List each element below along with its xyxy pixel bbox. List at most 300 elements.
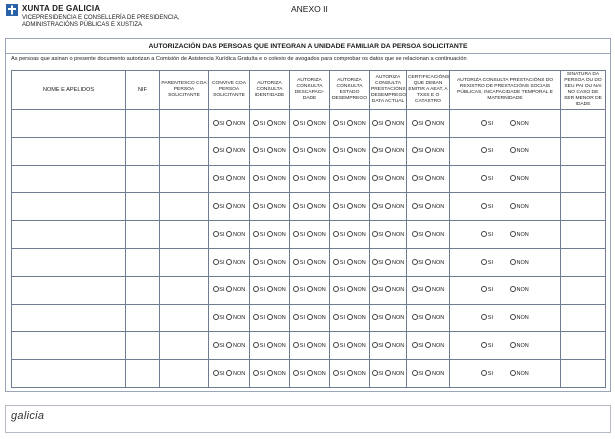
- yes-radio-option[interactable]: [412, 203, 424, 210]
- yes-label: SI: [378, 148, 384, 155]
- yes-radio-option[interactable]: [481, 175, 493, 182]
- no-radio-option[interactable]: [226, 175, 245, 182]
- yes-label: SI: [418, 204, 424, 211]
- radio-circle-icon[interactable]: [412, 231, 418, 237]
- no-radio-option[interactable]: [226, 370, 245, 377]
- signature-cell[interactable]: [561, 137, 606, 165]
- no-radio-option[interactable]: [307, 231, 326, 238]
- radio-circle-icon[interactable]: [412, 203, 418, 209]
- radio-circle-icon[interactable]: [213, 342, 219, 348]
- radio-circle-icon[interactable]: [385, 231, 391, 237]
- radio-circle-icon[interactable]: [293, 314, 299, 320]
- yes-radio-option[interactable]: [333, 314, 345, 321]
- yes-no-cell: [290, 165, 330, 193]
- signature-cell[interactable]: [561, 332, 606, 360]
- yes-radio-option[interactable]: [481, 147, 493, 154]
- no-radio-option[interactable]: [307, 259, 326, 266]
- yes-radio-option[interactable]: [213, 259, 225, 266]
- radio-circle-icon[interactable]: [293, 231, 299, 237]
- radio-circle-icon[interactable]: [333, 175, 339, 181]
- yes-radio-option[interactable]: [481, 370, 493, 377]
- radio-circle-icon[interactable]: [253, 314, 259, 320]
- no-radio-option[interactable]: [226, 286, 245, 293]
- yes-label: SI: [299, 287, 305, 294]
- yes-radio-option[interactable]: [481, 314, 493, 321]
- yes-radio-option[interactable]: [293, 342, 305, 349]
- no-radio-option[interactable]: [307, 203, 326, 210]
- no-radio-option[interactable]: [267, 175, 286, 182]
- no-radio-option[interactable]: [307, 370, 326, 377]
- radio-circle-icon[interactable]: [372, 342, 378, 348]
- yes-radio-option[interactable]: [333, 259, 345, 266]
- radio-circle-icon[interactable]: [385, 370, 391, 376]
- yes-radio-option[interactable]: [372, 147, 384, 154]
- no-radio-option[interactable]: [510, 370, 529, 377]
- radio-circle-icon[interactable]: [385, 147, 391, 153]
- radio-circle-icon[interactable]: [372, 231, 378, 237]
- yes-radio-option[interactable]: [481, 259, 493, 266]
- no-radio-option[interactable]: [347, 314, 366, 321]
- input-cell[interactable]: [12, 304, 126, 332]
- radio-circle-icon[interactable]: [226, 314, 232, 320]
- no-radio-option[interactable]: [510, 147, 529, 154]
- yes-radio-option[interactable]: [372, 259, 384, 266]
- radio-circle-icon[interactable]: [425, 314, 431, 320]
- yes-label: SI: [339, 315, 345, 322]
- radio-circle-icon[interactable]: [293, 120, 299, 126]
- radio-circle-icon[interactable]: [226, 231, 232, 237]
- radio-circle-icon[interactable]: [226, 120, 232, 126]
- yes-radio-option[interactable]: [333, 286, 345, 293]
- yes-radio-option[interactable]: [253, 370, 265, 377]
- radio-circle-icon[interactable]: [253, 203, 259, 209]
- no-label: NON: [391, 370, 405, 377]
- radio-circle-icon[interactable]: [333, 286, 339, 292]
- radio-circle-icon[interactable]: [333, 120, 339, 126]
- no-radio-option[interactable]: [510, 314, 529, 321]
- input-cell[interactable]: [126, 221, 160, 249]
- radio-circle-icon[interactable]: [412, 120, 418, 126]
- radio-circle-icon[interactable]: [412, 370, 418, 376]
- no-radio-option[interactable]: [267, 231, 286, 238]
- radio-circle-icon[interactable]: [481, 286, 487, 292]
- yes-radio-option[interactable]: [293, 147, 305, 154]
- signature-cell[interactable]: [561, 360, 606, 388]
- yes-no-cell: [370, 276, 407, 304]
- radio-circle-icon[interactable]: [213, 147, 219, 153]
- yes-radio-option[interactable]: [293, 259, 305, 266]
- radio-circle-icon[interactable]: [372, 120, 378, 126]
- yes-radio-option[interactable]: [293, 203, 305, 210]
- input-cell[interactable]: [126, 193, 160, 221]
- input-cell[interactable]: [12, 276, 126, 304]
- radio-circle-icon[interactable]: [253, 147, 259, 153]
- yes-radio-option[interactable]: [372, 286, 384, 293]
- no-radio-option[interactable]: [425, 120, 444, 127]
- radio-circle-icon[interactable]: [293, 342, 299, 348]
- radio-circle-icon[interactable]: [253, 231, 259, 237]
- yes-radio-option[interactable]: [333, 120, 345, 127]
- no-radio-option[interactable]: [425, 147, 444, 154]
- no-label: NON: [313, 120, 326, 127]
- input-cell[interactable]: [160, 276, 209, 304]
- radio-circle-icon[interactable]: [412, 342, 418, 348]
- yes-radio-option[interactable]: [333, 147, 345, 154]
- yes-no-cell: [209, 332, 250, 360]
- yes-radio-option[interactable]: [253, 259, 265, 266]
- no-label: NON: [313, 343, 326, 350]
- yes-radio-option[interactable]: [213, 175, 225, 182]
- no-radio-option[interactable]: [425, 342, 444, 349]
- input-cell[interactable]: [12, 248, 126, 276]
- yes-radio-option[interactable]: [213, 314, 225, 321]
- input-cell[interactable]: [126, 137, 160, 165]
- yes-radio-option[interactable]: [253, 286, 265, 293]
- radio-circle-icon[interactable]: [213, 175, 219, 181]
- radio-circle-icon[interactable]: [226, 147, 232, 153]
- radio-circle-icon[interactable]: [253, 120, 259, 126]
- radio-circle-icon[interactable]: [333, 231, 339, 237]
- yes-radio-option[interactable]: [213, 203, 225, 210]
- no-radio-option[interactable]: [510, 120, 529, 127]
- input-cell[interactable]: [12, 360, 126, 388]
- signature-cell[interactable]: [561, 110, 606, 138]
- yes-radio-option[interactable]: [213, 231, 225, 238]
- input-cell[interactable]: [160, 221, 209, 249]
- yes-radio-option[interactable]: [293, 175, 305, 182]
- no-radio-option[interactable]: [226, 259, 245, 266]
- radio-circle-icon[interactable]: [293, 175, 299, 181]
- yes-radio-option[interactable]: [253, 203, 265, 210]
- radio-circle-icon[interactable]: [372, 203, 378, 209]
- no-radio-option[interactable]: [425, 370, 444, 377]
- yes-radio-option[interactable]: [412, 342, 424, 349]
- no-radio-option[interactable]: [226, 314, 245, 321]
- radio-circle-icon[interactable]: [481, 370, 487, 376]
- no-radio-option[interactable]: [385, 259, 404, 266]
- yes-radio-option[interactable]: [481, 120, 493, 127]
- no-radio-option[interactable]: [425, 314, 444, 321]
- yes-radio-option[interactable]: [481, 203, 493, 210]
- no-label: NON: [431, 176, 445, 183]
- radio-circle-icon[interactable]: [385, 342, 391, 348]
- no-radio-option[interactable]: [347, 120, 366, 127]
- radio-circle-icon[interactable]: [412, 314, 418, 320]
- no-radio-option[interactable]: [267, 120, 286, 127]
- yes-radio-option[interactable]: [213, 286, 225, 293]
- no-radio-option[interactable]: [347, 286, 366, 293]
- yes-radio-option[interactable]: [481, 286, 493, 293]
- radio-circle-icon[interactable]: [412, 286, 418, 292]
- radio-circle-icon[interactable]: [213, 286, 219, 292]
- radio-circle-icon[interactable]: [372, 370, 378, 376]
- yes-radio-option[interactable]: [412, 286, 424, 293]
- radio-circle-icon[interactable]: [213, 203, 219, 209]
- yes-radio-option[interactable]: [253, 120, 265, 127]
- radio-circle-icon[interactable]: [385, 314, 391, 320]
- radio-circle-icon[interactable]: [226, 259, 232, 265]
- yes-radio-option[interactable]: [372, 342, 384, 349]
- yes-label: SI: [339, 287, 345, 294]
- no-radio-option[interactable]: [385, 147, 404, 154]
- no-radio-option[interactable]: [510, 203, 529, 210]
- yes-radio-option[interactable]: [213, 120, 225, 127]
- radio-circle-icon[interactable]: [481, 203, 487, 209]
- no-radio-option[interactable]: [267, 342, 286, 349]
- yes-radio-option[interactable]: [333, 175, 345, 182]
- radio-circle-icon[interactable]: [333, 370, 339, 376]
- yes-radio-option[interactable]: [412, 175, 424, 182]
- yes-radio-option[interactable]: [213, 370, 225, 377]
- no-radio-option[interactable]: [510, 259, 529, 266]
- yes-radio-option[interactable]: [333, 231, 345, 238]
- yes-radio-option[interactable]: [372, 120, 384, 127]
- input-cell[interactable]: [12, 193, 126, 221]
- signature-cell[interactable]: [561, 276, 606, 304]
- yes-radio-option[interactable]: [481, 231, 493, 238]
- radio-circle-icon[interactable]: [425, 147, 431, 153]
- radio-circle-icon[interactable]: [372, 259, 378, 265]
- radio-circle-icon[interactable]: [425, 203, 431, 209]
- radio-circle-icon[interactable]: [385, 286, 391, 292]
- radio-circle-icon[interactable]: [253, 342, 259, 348]
- yes-radio-option[interactable]: [412, 147, 424, 154]
- radio-circle-icon[interactable]: [481, 314, 487, 320]
- no-radio-option[interactable]: [347, 342, 366, 349]
- radio-circle-icon[interactable]: [385, 203, 391, 209]
- radio-circle-icon[interactable]: [481, 259, 487, 265]
- yes-radio-option[interactable]: [372, 231, 384, 238]
- no-radio-option[interactable]: [510, 342, 529, 349]
- radio-circle-icon[interactable]: [253, 286, 259, 292]
- input-cell[interactable]: [160, 304, 209, 332]
- radio-circle-icon[interactable]: [226, 175, 232, 181]
- input-cell[interactable]: [126, 304, 160, 332]
- signature-cell[interactable]: [561, 165, 606, 193]
- input-cell[interactable]: [12, 137, 126, 165]
- no-radio-option[interactable]: [425, 231, 444, 238]
- yes-no-cell: [370, 110, 407, 138]
- yes-label: SI: [418, 370, 424, 377]
- no-radio-option[interactable]: [347, 259, 366, 266]
- yes-label: SI: [339, 231, 345, 238]
- signature-cell[interactable]: [561, 221, 606, 249]
- input-cell[interactable]: [126, 248, 160, 276]
- no-radio-option[interactable]: [425, 286, 444, 293]
- yes-no-cell: [250, 332, 290, 360]
- radio-circle-icon[interactable]: [425, 370, 431, 376]
- no-radio-option[interactable]: [385, 231, 404, 238]
- yes-radio-option[interactable]: [412, 231, 424, 238]
- input-cell[interactable]: [160, 332, 209, 360]
- yes-radio-option[interactable]: [412, 259, 424, 266]
- input-cell[interactable]: [126, 360, 160, 388]
- radio-circle-icon[interactable]: [333, 203, 339, 209]
- signature-cell[interactable]: [561, 248, 606, 276]
- radio-circle-icon[interactable]: [425, 231, 431, 237]
- radio-circle-icon[interactable]: [253, 175, 259, 181]
- no-radio-option[interactable]: [267, 314, 286, 321]
- yes-no-cell: [250, 304, 290, 332]
- yes-radio-option[interactable]: [333, 342, 345, 349]
- radio-circle-icon[interactable]: [293, 370, 299, 376]
- yes-radio-option[interactable]: [293, 286, 305, 293]
- radio-circle-icon[interactable]: [481, 231, 487, 237]
- yes-radio-option[interactable]: [293, 231, 305, 238]
- radio-circle-icon[interactable]: [293, 259, 299, 265]
- no-radio-option[interactable]: [307, 120, 326, 127]
- radio-circle-icon[interactable]: [425, 120, 431, 126]
- radio-circle-icon[interactable]: [293, 147, 299, 153]
- no-radio-option[interactable]: [510, 175, 529, 182]
- yes-radio-option[interactable]: [253, 342, 265, 349]
- radio-circle-icon[interactable]: [481, 342, 487, 348]
- signature-cell[interactable]: [561, 304, 606, 332]
- yes-radio-option[interactable]: [412, 370, 424, 377]
- no-radio-option[interactable]: [307, 175, 326, 182]
- radio-circle-icon[interactable]: [481, 120, 487, 126]
- no-radio-option[interactable]: [307, 342, 326, 349]
- radio-circle-icon[interactable]: [481, 147, 487, 153]
- radio-circle-icon[interactable]: [372, 314, 378, 320]
- radio-circle-icon[interactable]: [226, 342, 232, 348]
- no-radio-option[interactable]: [510, 231, 529, 238]
- yes-radio-option[interactable]: [333, 370, 345, 377]
- yes-radio-option[interactable]: [412, 314, 424, 321]
- yes-label: SI: [259, 343, 265, 350]
- radio-circle-icon[interactable]: [253, 370, 259, 376]
- xunta-cross-icon: [6, 4, 18, 16]
- no-radio-option[interactable]: [385, 175, 404, 182]
- input-cell[interactable]: [126, 332, 160, 360]
- no-radio-option[interactable]: [267, 370, 286, 377]
- no-radio-option[interactable]: [425, 175, 444, 182]
- no-radio-option[interactable]: [385, 314, 404, 321]
- no-radio-option[interactable]: [347, 231, 366, 238]
- no-radio-option[interactable]: [347, 203, 366, 210]
- radio-circle-icon[interactable]: [372, 286, 378, 292]
- no-radio-option[interactable]: [347, 370, 366, 377]
- yes-no-cell: [370, 304, 407, 332]
- yes-radio-option[interactable]: [372, 175, 384, 182]
- radio-circle-icon[interactable]: [213, 370, 219, 376]
- input-cell[interactable]: [160, 360, 209, 388]
- yes-radio-option[interactable]: [293, 314, 305, 321]
- yes-radio-option[interactable]: [412, 120, 424, 127]
- yes-radio-option[interactable]: [333, 203, 345, 210]
- yes-radio-option[interactable]: [481, 342, 493, 349]
- no-radio-option[interactable]: [347, 147, 366, 154]
- radio-circle-icon[interactable]: [425, 286, 431, 292]
- input-cell[interactable]: [160, 165, 209, 193]
- input-cell[interactable]: [12, 165, 126, 193]
- input-cell[interactable]: [12, 110, 126, 138]
- no-radio-option[interactable]: [385, 120, 404, 127]
- input-cell[interactable]: [160, 110, 209, 138]
- radio-circle-icon[interactable]: [333, 342, 339, 348]
- radio-circle-icon[interactable]: [333, 259, 339, 265]
- no-radio-option[interactable]: [267, 147, 286, 154]
- radio-circle-icon[interactable]: [372, 175, 378, 181]
- radio-circle-icon[interactable]: [385, 259, 391, 265]
- input-cell[interactable]: [12, 332, 126, 360]
- radio-circle-icon[interactable]: [385, 175, 391, 181]
- no-radio-option[interactable]: [267, 286, 286, 293]
- radio-circle-icon[interactable]: [293, 203, 299, 209]
- no-radio-option[interactable]: [226, 203, 245, 210]
- no-radio-option[interactable]: [385, 370, 404, 377]
- no-radio-option[interactable]: [385, 286, 404, 293]
- radio-circle-icon[interactable]: [226, 286, 232, 292]
- input-cell[interactable]: [126, 276, 160, 304]
- radio-circle-icon[interactable]: [372, 147, 378, 153]
- yes-radio-option[interactable]: [372, 314, 384, 321]
- radio-circle-icon[interactable]: [425, 175, 431, 181]
- no-radio-option[interactable]: [307, 147, 326, 154]
- radio-circle-icon[interactable]: [412, 147, 418, 153]
- no-radio-option[interactable]: [267, 203, 286, 210]
- yes-radio-option[interactable]: [253, 314, 265, 321]
- radio-circle-icon[interactable]: [213, 120, 219, 126]
- yes-radio-option[interactable]: [372, 370, 384, 377]
- no-radio-option[interactable]: [425, 259, 444, 266]
- no-radio-option[interactable]: [226, 342, 245, 349]
- radio-circle-icon[interactable]: [226, 370, 232, 376]
- yes-radio-option[interactable]: [253, 231, 265, 238]
- yes-radio-option[interactable]: [293, 120, 305, 127]
- no-radio-option[interactable]: [226, 231, 245, 238]
- radio-circle-icon[interactable]: [385, 120, 391, 126]
- no-radio-option[interactable]: [510, 286, 529, 293]
- input-cell[interactable]: [160, 137, 209, 165]
- radio-circle-icon[interactable]: [253, 259, 259, 265]
- radio-circle-icon[interactable]: [213, 314, 219, 320]
- radio-circle-icon[interactable]: [226, 203, 232, 209]
- no-radio-option[interactable]: [385, 342, 404, 349]
- no-radio-option[interactable]: [347, 175, 366, 182]
- radio-circle-icon[interactable]: [293, 286, 299, 292]
- input-cell[interactable]: [160, 193, 209, 221]
- no-radio-option[interactable]: [226, 147, 245, 154]
- radio-circle-icon[interactable]: [412, 259, 418, 265]
- signature-cell[interactable]: [561, 193, 606, 221]
- input-cell[interactable]: [126, 165, 160, 193]
- radio-circle-icon[interactable]: [481, 175, 487, 181]
- radio-circle-icon[interactable]: [425, 342, 431, 348]
- no-radio-option[interactable]: [267, 259, 286, 266]
- radio-circle-icon[interactable]: [333, 314, 339, 320]
- yes-radio-option[interactable]: [213, 147, 225, 154]
- input-cell[interactable]: [126, 110, 160, 138]
- radio-circle-icon[interactable]: [213, 231, 219, 237]
- no-radio-option[interactable]: [307, 286, 326, 293]
- radio-circle-icon[interactable]: [333, 147, 339, 153]
- no-radio-option[interactable]: [307, 314, 326, 321]
- yes-radio-option[interactable]: [293, 370, 305, 377]
- yes-radio-option[interactable]: [253, 147, 265, 154]
- yes-radio-option[interactable]: [372, 203, 384, 210]
- no-radio-option[interactable]: [385, 203, 404, 210]
- radio-circle-icon[interactable]: [425, 259, 431, 265]
- no-radio-option[interactable]: [425, 203, 444, 210]
- input-cell[interactable]: [160, 248, 209, 276]
- yes-radio-option[interactable]: [253, 175, 265, 182]
- no-radio-option[interactable]: [226, 120, 245, 127]
- radio-circle-icon[interactable]: [412, 175, 418, 181]
- radio-circle-icon[interactable]: [213, 259, 219, 265]
- input-cell[interactable]: [12, 221, 126, 249]
- yes-radio-option[interactable]: [213, 342, 225, 349]
